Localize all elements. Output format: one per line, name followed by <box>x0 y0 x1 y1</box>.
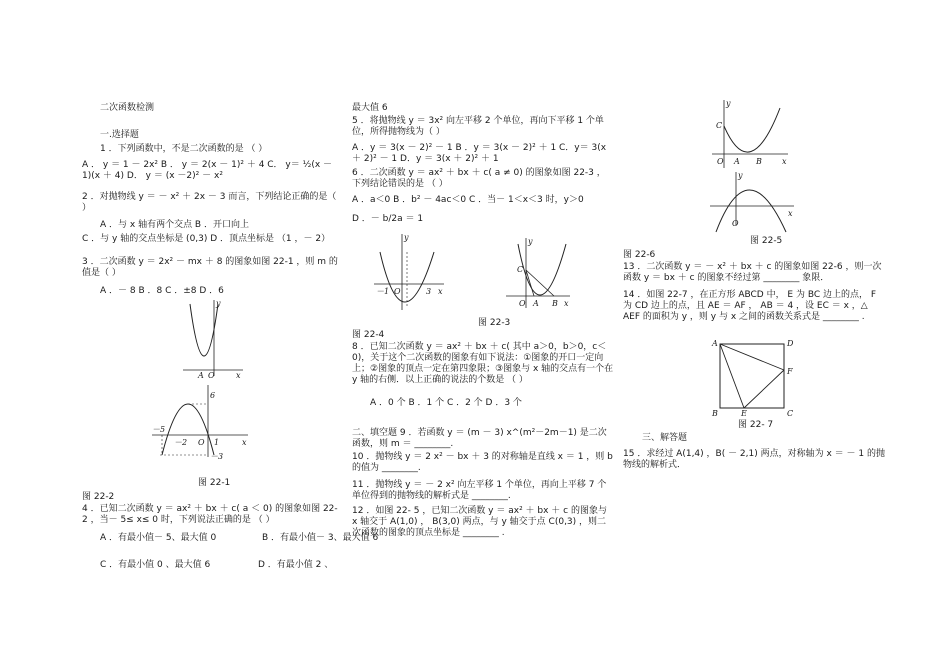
f224-label-y: y <box>404 233 409 242</box>
question-4: 4 ．已知二次函数 y ＝ ax² ＋ bx ＋ c( a ＜ 0) 的图象如图 22-2 ，当－ 5≤ x≤ 0 时，下列说法正确的是 （ ） <box>82 504 338 525</box>
figure-22-6 <box>708 170 798 235</box>
f225-label-c: C <box>716 121 723 130</box>
question-3: 3 ．二次函数 y ＝ 2x² － mx ＋ 8 的图象如图 22-1 ，则 m 的值是（ ） <box>82 257 338 278</box>
f222-label-o: O <box>198 438 205 447</box>
parabola-curve <box>162 404 214 455</box>
f225-label-b: B <box>756 157 762 166</box>
f221-label-x: x <box>236 371 241 380</box>
f226-label-y: y <box>738 171 743 180</box>
question-5: 5 ．将抛物线 y ＝ 3x² 向左平移 2 个单位，再向下平移 1 个单位，所得抛物线为（ ） <box>352 116 604 137</box>
question-8: 8 ．已知二次函数 y ＝ ax² ＋ bx ＋ c( 其中 a＞0，b＞0，c＜0)，关于这个二次函数的图象有如下说法：①图象的开口一定向上；②图象的顶点一定在第四象限；③图象与 x 轴的交点有一个在 y 轴的右侧．以上正确的说法的个数是 （ ） <box>352 342 614 385</box>
question-5-options: A ．y ＝ 3(x － 2)² － 1 B ．y ＝ 3(x － 2)² ＋ 1 C．y＝ 3(x ＋ 2)² － 1 D．y ＝ 3(x ＋ 2)² ＋ 1 <box>352 143 607 164</box>
question-4-option-a: A ．有最小值－ 5、最大值 0 <box>100 533 217 543</box>
f222-label-x: x <box>242 438 247 447</box>
figure-22-2-label: 图 22-2 <box>82 492 115 502</box>
figure-22-5 <box>710 98 790 170</box>
f221-label-o: O <box>208 371 215 380</box>
question-4-continuation: 最大值 6 <box>352 103 388 113</box>
figure-22-7 <box>710 336 800 416</box>
f227-label-c: C <box>787 409 794 418</box>
figure-22-1-caption: 图 22-1 <box>198 478 231 488</box>
question-8-options: A ．0 个 B ．1 个 C ．2 个 D ．3 个 <box>370 398 522 408</box>
f224-label-m1: －1 <box>376 287 390 296</box>
parabola-curve <box>518 244 566 295</box>
f223-label-b: B <box>552 299 558 308</box>
f227-label-f: F <box>787 367 793 376</box>
f221-label-y: y <box>216 299 221 308</box>
figure-22-5-caption: 图 22-5 <box>750 236 783 246</box>
question-10: 10 ．抛物线 y ＝ 2 x² － bx ＋ 3 的对称轴是直线 x ＝ 1 ，则 b 的值为 ________. <box>352 452 613 473</box>
figure-22-4-label: 图 22-4 <box>352 330 385 340</box>
question-3-options: A ．－ 8 B ．8 C ．±8 D ．6 <box>100 286 224 296</box>
section-heading-answer: 三、解答题 <box>642 433 688 443</box>
question-9: 二、填空题 9 ．若函数 y ＝ (m － 3) x^(m²－2m－1) 是二次函数，则 m ＝ ________. <box>352 428 607 449</box>
question-6-option-d: D ．－ b/2a ＝ 1 <box>352 214 424 224</box>
f227-label-a: A <box>712 339 718 348</box>
section-heading-choice: 一.选择题 <box>100 130 139 140</box>
f227-label-b: B <box>712 409 718 418</box>
parabola-curve <box>716 190 786 232</box>
question-13: 13 ．二次函数 y ＝ － x² ＋ bx ＋ c 的图象如图 22-6 ，则一次函数 y ＝ bx ＋ c 的图象不经过第 ________ 象限． <box>623 262 882 283</box>
square-abcd <box>720 344 784 408</box>
figure-22-7-caption: 图 22- 7 <box>738 420 774 430</box>
segment-ae <box>720 344 744 408</box>
question-4-option-d: D ．有最小值 2 、 <box>258 560 334 570</box>
question-6-options: A ．a＜0 B ．b² － 4ac＜0 C ．当－ 1＜x＜3 时，y＞0 <box>352 195 584 205</box>
f222-label-m5: －5 <box>152 425 166 434</box>
question-1-options: A ． y ＝ 1 － 2x² B ． y ＝ 2(x － 1)² ＋ 4 C． y＝ ½(x － 1)(x ＋ 4) D． y ＝ (x －2)² － x² <box>82 160 333 181</box>
f225-label-a: A <box>734 157 740 166</box>
f222-label-m3: －3 <box>210 452 224 461</box>
f223-label-c: C <box>517 265 524 274</box>
figure-22-6-label: 图 22-6 <box>623 250 656 260</box>
f225-label-o: O <box>717 157 724 166</box>
doc-title: 二次函数检测 <box>100 103 155 113</box>
question-1: 1 ．下列函数中，不是二次函数的是 （ ） <box>100 144 268 154</box>
f222-label-m2: －2 <box>174 438 188 447</box>
question-2: 2 ．对抛物线 y ＝ － x² ＋ 2x － 3 而言，下列结论正确的是（ ） <box>82 192 337 213</box>
question-6: 6 ．二次函数 y ＝ ax² ＋ bx ＋ c( a ≠ 0) 的图象如图 22-3 ，下列结论错误的是 （ ） <box>352 168 606 189</box>
f223-label-x: x <box>564 299 569 308</box>
question-2-options-ab: A ．与 x 轴有两个交点 B ．开口向上 <box>100 220 249 230</box>
f227-label-d: D <box>787 339 794 348</box>
f226-label-o: O <box>732 219 739 228</box>
f221-label-a: A <box>198 371 204 380</box>
question-14: 14 ．如图 22-7 ，在正方形 ABCD 中， E 为 BC 边上的点， F 为 CD 边上的点，且 AE ＝ AF ， AB ＝ 4 ，设 EC ＝ x ，△ AEF 的面积为 y ，则 y 与 x 之间的函数关系式是 ________ . <box>623 290 877 322</box>
figure-22-3 <box>504 236 574 311</box>
f225-label-y: y <box>726 99 731 108</box>
f224-label-x: x <box>438 287 443 296</box>
f226-label-x: x <box>788 209 793 218</box>
question-4-option-c: C ．有最小值 0 、最大值 6 <box>100 560 211 570</box>
f222-label-6: 6 <box>210 391 216 400</box>
f222-label-1: 1 <box>214 438 220 447</box>
segment-ef <box>744 370 784 408</box>
f224-label-3: 3 <box>426 287 432 296</box>
question-15: 15 ．求经过 A(1,4) ，B( － 2,1) 两点，对称轴为 x ＝ － 1 的抛物线的解析式． <box>623 449 885 470</box>
question-11: 11 ．抛物线 y ＝ － 2 x² 向左平移 1 个单位，再向上平移 7 个单位得到的抛物线的解析式是 ________. <box>352 480 607 501</box>
f223-label-y: y <box>528 237 533 246</box>
f223-label-a: A <box>533 299 539 308</box>
figure-22-2 <box>150 383 250 461</box>
figure-22-1 <box>178 298 248 378</box>
f225-label-x: x <box>782 157 787 166</box>
segment-af <box>720 344 784 370</box>
figure-22-4 <box>372 232 447 312</box>
parabola-curve <box>724 108 780 152</box>
figure-22-3-caption: 图 22-3 <box>478 318 511 328</box>
f227-label-e: E <box>741 409 747 418</box>
question-2-options-cd: C ．与 y 轴的交点坐标是 (0,3) D ．顶点坐标是 （1 ，－ 2） <box>82 234 331 244</box>
question-12: 12 ．如图 22- 5 ，已知二次函数 y ＝ ax² ＋ bx ＋ c 的图象与 x 轴交于 A(1,0) ， B(3,0) 两点，与 y 轴交于点 C(0,3) ，则二次函数的图象的顶点坐标是 ________ . <box>352 506 607 538</box>
question-4-option-b: B ．有最小值－ 3、最大值 6 <box>262 533 379 543</box>
f223-label-o: O <box>519 299 526 308</box>
f224-label-o: O <box>394 287 401 296</box>
